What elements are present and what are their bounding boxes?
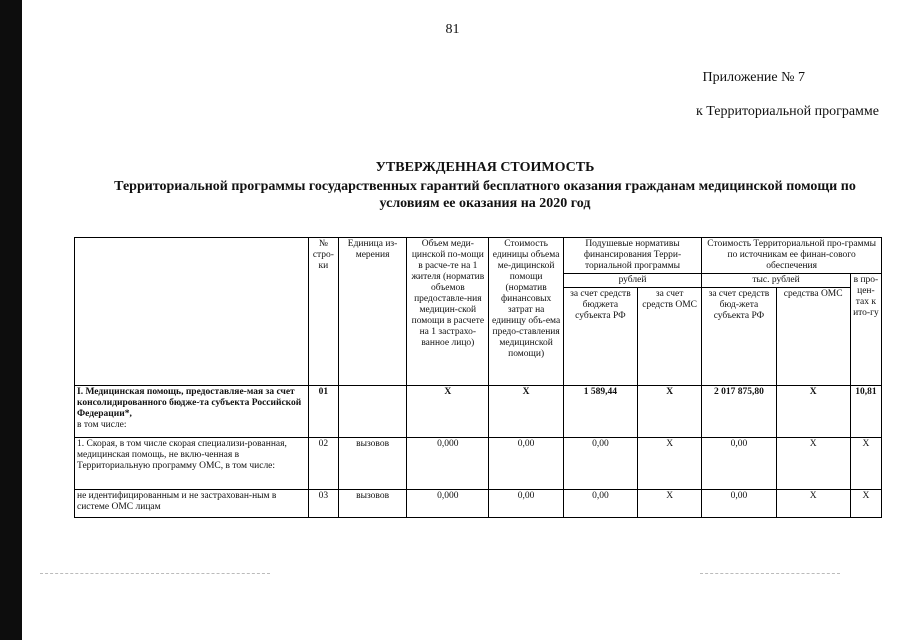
program-reference: к Территориальной программе: [695, 104, 879, 119]
scan-noise: [700, 573, 840, 575]
header-thousand-rub: тыс. рублей: [702, 274, 851, 288]
row-pc-budget: 0,00: [563, 490, 637, 518]
row-name: [75, 386, 309, 438]
row-pc-oms: X: [638, 438, 702, 490]
row-cost: 0,00: [489, 490, 563, 518]
row-unit: вызовов: [338, 490, 406, 518]
page-number: 81: [445, 22, 460, 37]
row-volume: 0,000: [407, 490, 489, 518]
header-row-1: [75, 238, 882, 274]
header-oms: за счет средств ОМС: [638, 288, 702, 386]
row-tc-oms: X: [776, 490, 850, 518]
row-tc-oms: X: [776, 386, 850, 438]
header-cost: Стоимость единицы объема ме-дицинской помощи (норматив финансовых затрат на единицу объ-ема предо-ставления медицинской помощи): [489, 238, 563, 386]
row-tc-budget: 0,00: [702, 438, 776, 490]
row-pc-budget: 1 589,44: [563, 386, 637, 438]
row-tc-budget: 2 017 875,80: [702, 386, 776, 438]
row-no: 01: [308, 386, 338, 438]
row-no: 03: [308, 490, 338, 518]
table-row: [75, 438, 882, 490]
header-rub: рублей: [563, 274, 702, 288]
row-tc-budget: 0,00: [702, 490, 776, 518]
header-budget-rf-total: за счет средств бюд-жета субъекта РФ: [702, 288, 776, 386]
row-cost: 0,00: [489, 438, 563, 490]
row-pc-budget: 0,00: [563, 438, 637, 490]
appendix-label: Приложение № 7: [702, 70, 805, 85]
header-volume: Объем меди-цинской по-мощи в расче-те на 1 жителя (норматив объемов предоставле-ния медицин-ской помощи в расчете на 1 застрахо-ванное лицо): [407, 238, 489, 386]
row-unit: вызовов: [338, 438, 406, 490]
row-pc-oms: X: [638, 386, 702, 438]
row-name-tail: в том числе:: [77, 420, 127, 430]
header-budget-rf: за счет средств бюджета субъекта РФ: [563, 288, 637, 386]
row-cost: X: [489, 386, 563, 438]
header-total-cost: Стоимость Территориальной про-граммы по источникам ее финан-сового обеспечения: [702, 238, 882, 274]
header-unit: Единица из-мерения: [338, 238, 406, 386]
row-volume: 0,000: [407, 438, 489, 490]
table-row: [75, 386, 882, 438]
header-percent: в про-цен-тах к ито-гу: [850, 274, 881, 386]
header-row-no: № стро-ки: [308, 238, 338, 386]
row-name-text: I. Медицинская помощь, предоставляе-мая за счет консолидированного бюдже-та субъекта Российской Федерации*,: [77, 387, 302, 419]
header-name: [75, 238, 309, 386]
row-pc-oms: X: [638, 490, 702, 518]
row-volume: X: [407, 386, 489, 438]
row-unit: [338, 386, 406, 438]
row-pct: X: [850, 490, 881, 518]
row-pct: X: [850, 438, 881, 490]
row-no: 02: [308, 438, 338, 490]
row-name: 1. Скорая, в том числе скорая специализи-рованная, медицинская помощь, не вклю-ченная в Территориальную программу ОМС, в том числе:: [75, 438, 309, 490]
scan-noise: [40, 573, 270, 575]
row-name: не идентифицированным и не застрахован-ным в системе ОМС лицам: [75, 490, 309, 518]
header-per-capita: Подушевые нормативы финансирования Терри-ториальной программы: [563, 238, 702, 274]
subtitle-line-1: Территориальной программы государственных гарантий бесплатного оказания гражданам медицинской помощи по: [114, 179, 856, 194]
table-row: [75, 490, 882, 518]
row-tc-oms: X: [776, 438, 850, 490]
document-subtitle: [60, 178, 905, 212]
subtitle-line-2: условиям ее оказания на 2020 год: [379, 196, 591, 211]
scan-edge: [0, 0, 22, 640]
row-pct: 10,81: [850, 386, 881, 438]
header-oms-funds: средства ОМС: [776, 288, 850, 386]
cost-table: [74, 237, 882, 518]
document-title: УТВЕРЖДЕННАЯ СТОИМОСТЬ: [375, 160, 595, 175]
